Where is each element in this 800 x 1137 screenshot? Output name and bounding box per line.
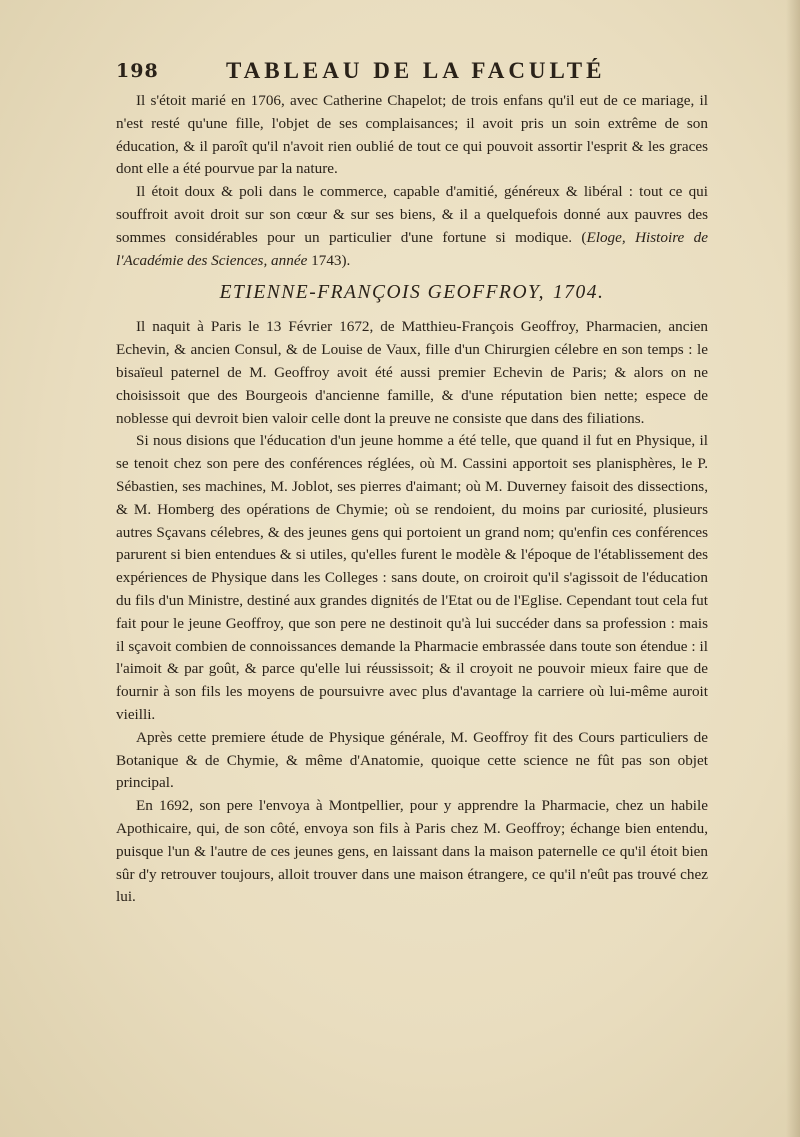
entry-heading (116, 281, 708, 305)
paragraph-text: Il étoit doux & poli dans le commerce, capable d'amitié, généreux & libéral : tout ce qui souffroit avoit droit sur son cœur & sur ses biens, & il a quelquefois donné aux pauvres des sommes considérables pour un particulier d'une fortune si modique. ( (116, 183, 708, 246)
paragraph: En 1692, son pere l'envoya à Montpellier, pour y apprendre la Pharmacie, chez un habile Apothicaire, qui, de son côté, envoya son fils à Paris chez M. Geoffroy; échange bien entendu, puisque l'un & l'autre de ces jeunes gens, en laissant dans la maison paternelle ce qu'il étoit bien sûr d'y retrouver toujours, alloit trouver dans une maison étrangere, ce qu'il n'eût pas trouvé chez lui. (116, 797, 708, 906)
page-edge-shadow (786, 0, 800, 1137)
paragraph: Il naquit à Paris le 13 Février 1672, de Matthieu-François Geoffroy, Pharmacien, ancien Echevin, & ancien Consul, & de Louise de Vaux, fille d'un Chirurgien célebre en son temps : le bisaïeul paternel de M. Geoffroy avoit été aussi premier Echevin de Paris; & alors on ne choisissoit que des Bourgeois d'ancienne famille, & d'une réputation bien nette; espece de noblesse qui devroit bien valoir celle dont la preuve ne consiste que dans des filiations. (116, 318, 708, 427)
paragraph: Il s'étoit marié en 1706, avec Catherine Chapelot; de trois enfans qu'il eut de ce mariage, il n'est resté qu'une fille, l'objet de ses complaisances; il avoit pris un soin extrême de son éducation, & il paroît qu'il n'avoit rien oublié de tout ce qui pouvoit assortir l'esprit & les graces dont elle a été pourvue par la nature. (116, 92, 708, 178)
page-number: 198 (116, 60, 159, 82)
entry-year: 1704. (552, 282, 605, 304)
paragraph: Après cette premiere étude de Physique générale, M. Geoffroy fit des Cours particuliers de Botanique & de Chymie, & même d'Anatomie, quoique cette science ne fût pas son objet principal. (116, 728, 708, 792)
citation-year: 1743 (311, 251, 342, 269)
paragraph (116, 181, 708, 272)
body-text (116, 90, 708, 909)
running-head: TABLEAU DE LA FACULTÉ (226, 58, 606, 83)
citation-close: ). (341, 251, 351, 269)
citation: Eloge, Histoire de l'Académie des Sciences, année (116, 228, 708, 269)
entry-name: ETIENNE-FRANÇOIS GEOFFROY, (219, 282, 545, 304)
paragraph: Si nous disions que l'éducation d'un jeune homme a été telle, que quand il fut en Physique, il se tenoit chez son pere des conférences réglées, où M. Cassini apportoit ses planisphères, le P. Sébastien, ses machines, M. Joblot, ses pierres d'aimant; où M. Duverney faisoit des dissections, & M. Homberg des opérations de Chymie; où se rendoient, du moins par curiosité, plusieurs autres Sçavans célebres, & des jeunes gens qui portoient un grand nom; qu'enfin ces conférences parurent si bien entendues & si utiles, qu'elles furent le modèle & l'époque de l'établissement des expériences de Physique dans les Colleges : sans doute, on croiroit qu'il s'agissoit de l'éducation du fils d'un Ministre, destiné aux grandes dignités de l'Etat ou de l'Eglise. Cependant tout cela fut fait pour le jeune Geoffroy, que son pere ne destinoit qu'à lui succéder dans sa profession : mais il sçavoit combien de connoissances demande la Pharmacie embrassée dans toute son étendue : il l'aimoit & par goût, & parce qu'elle lui réussissoit; & il croyoit ne pouvoir mieux faire que de fournir à son fils les moyens de poursuivre avec plus d'avantage la carriere où lui-même auroit vieilli. (116, 432, 708, 723)
page-header (116, 58, 706, 88)
